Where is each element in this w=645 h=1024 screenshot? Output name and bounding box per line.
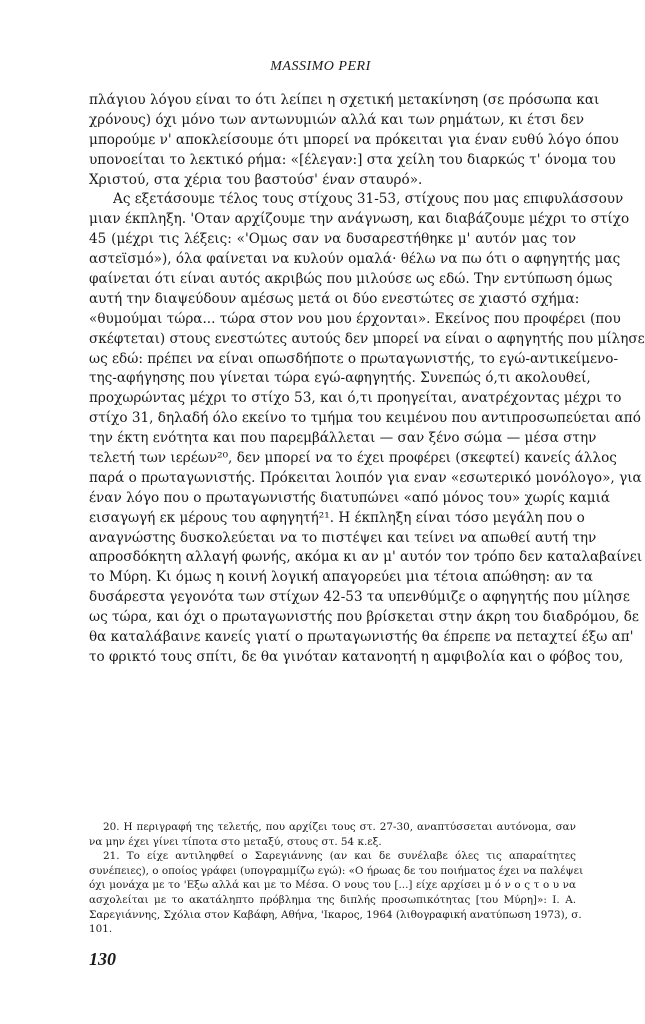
page-number: 130 [89, 949, 116, 969]
footnotes [89, 820, 584, 937]
text-line: ως τώρα, και όχι ο πρωταγωνιστής που βρίσκεται στην άκρη του διαδρόμου, δε [89, 609, 639, 626]
text-line: την έκτη ενότητα και που παρεμβάλλεται — σαν ξένο σώμα — μέσα στην [89, 430, 597, 447]
text-line: θα καταλάβαινε κανείς γιατί ο πρωταγωνιστής θα έπρεπε να πεταχτεί έξω απ' [89, 629, 634, 646]
text-line: εισαγωγή εκ μέρους του αφηγητή²¹. Η έκπληξη είναι τόσο μεγάλη που ο [89, 509, 585, 526]
text-line: μπορούμε ν' αποκλείσουμε ότι μπορεί να πρόκειται για έναν ευθύ λόγο όπου [89, 131, 619, 148]
footnote-line: συνέπειες), ο οποίος γράφει (υπογραμμίζω εγώ): «Ο ήρωας δε του ποιήματος έχει να παλέψει [89, 864, 584, 877]
text-line: προχωρώντας μέχρι το στίχο 53, και ό,τι προηγείται, ανατρέχοντας μέχρι το [89, 390, 622, 407]
running-header: MASSIMO PERI [270, 59, 371, 74]
text-line: χρόνους) όχι μόνο των αντωνυμιών αλλά και των ρημάτων, κι έτσι δεν [89, 111, 585, 128]
text-line: απροσδόκητη αλλαγή φωνής, ακόμα κι αν μ' αυτόν τον τρόπο δεν καταλαβαίνει [89, 549, 643, 566]
footnote-line: ασχολείται με το ακατάληπτο πρόβλημα της διπλής προσωπικότητας [του Μύρη]»: Ι. Α. [89, 893, 576, 906]
text-line: υπονοείται το λεκτικό ρήμα: «[έλεγαν:] στα χείλη του διαρκώς τ' όνομα του [89, 151, 616, 168]
footnote-line: 21. Το είχε αντιληφθεί ο Σαρεγιάννης (αν και δε συνέλαβε όλες τις απαραίτητες [103, 850, 576, 863]
footnote-line: να μην έχει γίνει τίποτα στο μεταξύ, στους στ. 54 κ.εξ. [89, 835, 382, 848]
text-line: «θυμούμαι τώρα... τώρα στον νου μου έρχονται». Εκείνος που προφέρει (που [89, 310, 621, 327]
body-text [89, 91, 645, 668]
text-line: αυτή την διαψεύδουν αμέσως μετά οι δύο ενεστώτες σε χιαστό σχήμα: [89, 290, 580, 307]
text-line: ως εδώ: πρέπει να είναι οπωσδήποτε ο πρωταγωνιστής, το εγώ-αντικείμενο- [89, 350, 619, 367]
text-line: το Μύρη. Κι όμως η κοινή λογική απαγορεύει μια τέτοια απώθηση: αν τα [89, 569, 593, 586]
text-line: σκέφτεται) στους ενεστώτες αυτούς δεν μπορεί να είναι ο αφηγητής που μίλησε [89, 330, 645, 347]
text-line: αναγνώστης δυσκολεύεται να το πιστέψει και τείνει να απωθεί αυτή την [89, 529, 597, 546]
text-line: Χριστού, στα χέρια του βαστούσ' έναν σταυρό». [89, 171, 423, 188]
text-line: έναν λόγο που ο πρωταγωνιστής διατυπώνει «από μόνος του» χωρίς καμιά [89, 489, 611, 506]
text-line: φαίνεται ότι είναι αυτός ακριβώς που μιλούσε ως εδώ. Την εντύπωση όμως [89, 271, 613, 288]
footnote-line: 101. [89, 923, 113, 936]
footnote-line: όχι μονάχα με το 'Εξω αλλά και με το Μέσα. Ο νους του [...] είχε αρχίσει μ ό ν ο ς τ ο υ να [89, 879, 576, 892]
text-line: 45 (μέχρι τις λέξεις: «'Ομως σαν να δυσαρεστήθηκε μ' αυτόν μας τον [89, 231, 576, 248]
footnote-line: 20. Η περιγραφή της τελετής, που αρχίζει τους στ. 27-30, αναπτύσσεται αυτόνομα, σαν [103, 821, 576, 833]
text-line: το φρικτό τους σπίτι, δε θα γινόταν κατανοητή η αμφιβολία και ο φόβος του, [89, 648, 624, 665]
text-line: τελετή των ιερέων²⁰, δεν μπορεί να το έχει προφέρει (σκεφτεί) κανείς άλλος [89, 450, 617, 467]
text-line: πλάγιου λόγου είναι το ότι λείπει η σχετική μετακίνηση (σε πρόσωπα και [89, 92, 600, 108]
text-line: Ας εξετάσουμε τέλος τους στίχους 31-53, στίχους που μας επιφυλάσσουν [113, 191, 624, 208]
footnote-line: Σαρεγιάννης, Σχόλια στον Καβάφη, Αθήνα, 'Ικαρος, 1964 (λιθογραφική ανατύπωση 1973), σ. [89, 908, 582, 921]
text-line: αστεϊσμό»), όλα φαίνεται να κυλούν ομαλά· θέλω να πω ότι ο αφηγητής μας [89, 251, 621, 268]
text-line: της-αφήγησης που γίνεται τώρα εγώ-αφηγητής. Συνεπώς ό,τι ακολουθεί, [89, 370, 591, 387]
text-line: μιαν έκπληξη. 'Οταν αρχίζουμε την ανάγνωση, και διαβάζουμε μέχρι το στίχο [89, 211, 630, 228]
text-line: στίχο 31, δηλαδή όλο εκείνο το τμήμα του κειμένου που αντιπροσωπεύεται από [89, 410, 641, 427]
text-line: δυσάρεστα γεγονότα των στίχων 42-53 τα υπενθύμιζε ο αφηγητής που μίλησε [89, 589, 630, 606]
text-line: παρά ο πρωταγωνιστής. Πρόκειται λοιπόν για εναν «εσωτερικό μονόλογο», για [89, 469, 642, 486]
